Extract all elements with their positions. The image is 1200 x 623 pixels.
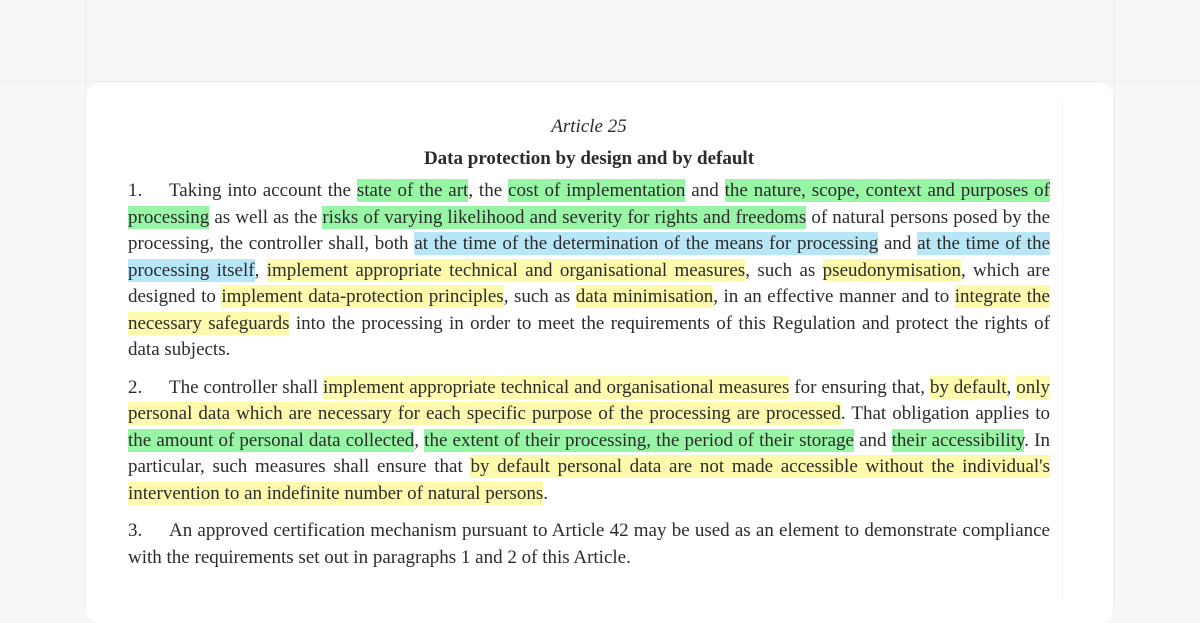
article-body	[128, 112, 1050, 582]
paragraph-text: ,	[414, 429, 425, 451]
highlight-green: the amount of personal data collected	[128, 429, 415, 451]
paragraph-text: , such as	[745, 259, 823, 281]
highlight-yellow: by default	[929, 376, 1007, 398]
highlight-green: their accessibility	[891, 429, 1025, 451]
highlight-yellow: pseudonymisation	[822, 259, 961, 281]
paragraph-text: and	[878, 233, 918, 254]
paragraph-text: The controller shall	[169, 376, 324, 398]
paragraph-text: ,	[254, 259, 267, 281]
paragraph-number: 3.	[128, 520, 143, 541]
paragraph-text: An approved certification mechanism pursuant to Article 42 may be used as an element to demonstrate compliance with the requirements set out in paragraphs 1 and 2 of this Article.	[128, 520, 1050, 568]
paragraph-number: 2.	[128, 376, 143, 398]
article-number: Article 25	[551, 116, 627, 137]
article-paragraphs	[128, 178, 1050, 571]
highlight-green: cost of implementation	[508, 180, 686, 201]
paragraph-number: 1.	[128, 180, 143, 201]
paragraph-text: into the processing in order to meet the requirements of this Regulation and protect the rights of data subjects.	[128, 312, 1050, 360]
paragraph-text: as well as the	[209, 206, 323, 228]
highlight-yellow: implement data-protection principles	[221, 286, 504, 307]
highlight-green: state of the art	[356, 180, 469, 201]
highlight-green: the extent of their processing	[424, 429, 647, 451]
highlight-yellow: implement appropriate technical and organisational measures	[323, 376, 790, 398]
paragraph-text: , which are designed to	[128, 259, 1051, 307]
article-title: Data protection by design and by default	[423, 148, 755, 169]
paragraph-text: Taking into account the	[169, 180, 357, 201]
highlight-yellow: only personal data which are necessary for each specific purpose of the processing are processed	[128, 376, 1050, 424]
paragraph-3	[128, 518, 1050, 571]
paragraph-1	[128, 178, 1050, 364]
paragraph-text: ,	[1006, 376, 1017, 398]
highlight-blue: at the time of the determination of the means for processing	[414, 233, 879, 254]
highlight-green: , the period of their storage	[646, 429, 854, 451]
paragraph-text: , in an effective manner and to	[713, 286, 955, 307]
page-grid-line-top	[0, 81, 1200, 82]
highlight-yellow: integrate the necessary safeguards	[128, 286, 1050, 334]
paragraph-text: , such as	[503, 286, 576, 307]
paragraph-text: and	[853, 429, 892, 451]
page-grid-line-right	[1114, 0, 1115, 607]
paragraph-text: . That obligation applies to	[840, 403, 1050, 424]
highlight-yellow: implement appropriate technical and organisational measures	[266, 259, 746, 281]
highlight-blue: at the time of the processing itself	[128, 233, 1050, 281]
scrollbar-track[interactable]	[1062, 101, 1063, 601]
highlight-yellow: by default personal data are not made accessible without the individual's intervention to an indefinite number of natural persons	[128, 456, 1050, 504]
paragraph-text: for ensuring that,	[789, 376, 930, 398]
paragraph-text: . In particular, such measures shall ensure that	[128, 429, 1050, 477]
paragraph-2	[128, 375, 1050, 508]
highlight-yellow: data minimisation	[575, 286, 714, 307]
paragraph-text: .	[543, 482, 548, 504]
highlight-green: risks of varying likelihood and severity for rights and freedoms	[322, 206, 807, 228]
paragraph-text: , the	[468, 180, 509, 201]
paragraph-text: of natural persons posed by the processing, the controller shall, both	[128, 206, 1051, 254]
highlight-green: the nature, scope, context and purposes of processing	[128, 180, 1050, 228]
paragraph-text: and	[685, 180, 725, 201]
